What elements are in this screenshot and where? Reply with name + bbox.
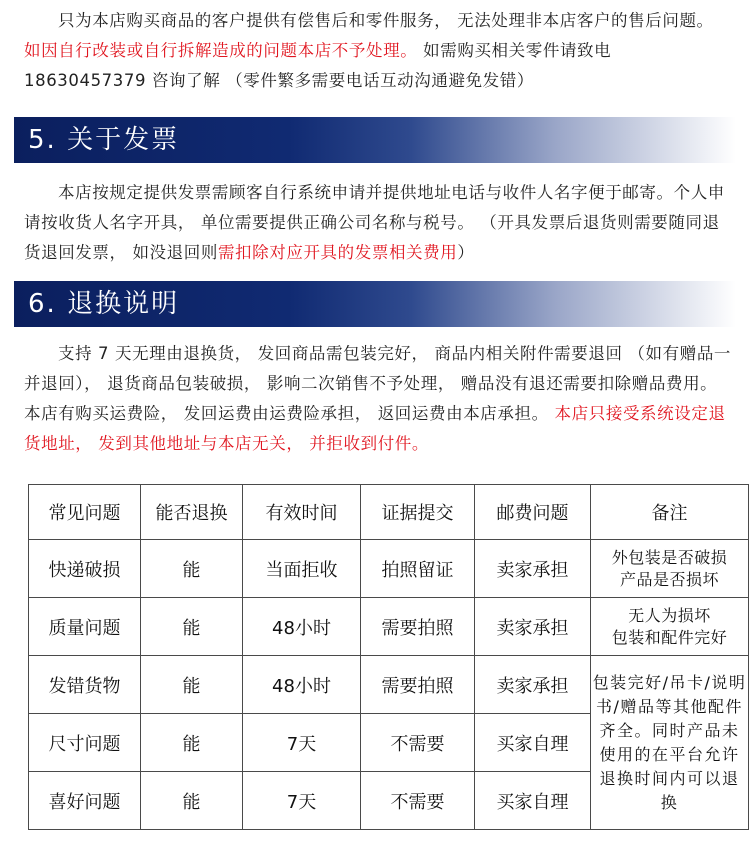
returnable-cell: 能	[141, 714, 243, 772]
return-text: 支持 7 天无理由退换货， 发回商品需包装完好， 商品内相关附件需要退回 （如有赠品一并退回）， 退货商品包装破损， 影响二次销售不予处理， 赠品没有退还需要扣除赠品费用。 本店有购买运费险， 发回运费由运费险承担， 返回运费由本店承担。	[24, 344, 732, 423]
problem-cell: 快递破损	[29, 540, 141, 598]
table-row	[29, 598, 749, 656]
note-line: 包装和配件完好	[611, 627, 728, 647]
returnable-cell: 能	[141, 540, 243, 598]
note-line: 产品是否损坏	[619, 569, 719, 589]
return-address-warning: 本店只接受系统设定退货地址， 发到其他地址与本店无关， 并拒收到付件。	[24, 404, 726, 453]
time-cell: 当面拒收	[243, 540, 361, 598]
problem-cell: 质量问题	[29, 598, 141, 656]
time-cell: 48小时	[243, 598, 361, 656]
after-sales-parts-text: 如需购买相关零件请致电	[417, 41, 612, 60]
return-paragraph	[24, 339, 732, 459]
return-section-title: 6. 退换说明	[28, 289, 180, 319]
table-row	[29, 540, 749, 598]
postage-cell: 买家自理	[475, 714, 591, 772]
invoice-section-banner	[14, 117, 736, 163]
return-faq-table	[28, 484, 749, 830]
note-cell	[591, 540, 749, 598]
evidence-cell: 需要拍照	[361, 598, 475, 656]
time-cell: 7天	[243, 772, 361, 830]
after-sales-paragraph	[24, 6, 732, 96]
phone-consult-text: 18630457379 咨询了解 （零件繁多需要电话互动沟通避免发错）	[24, 71, 534, 90]
column-header: 有效时间	[243, 485, 361, 540]
column-header: 证据提交	[361, 485, 475, 540]
postage-cell: 买家自理	[475, 772, 591, 830]
returnable-cell: 能	[141, 772, 243, 830]
column-header: 备注	[591, 485, 749, 540]
column-header: 能否退换	[141, 485, 243, 540]
table-header-row	[29, 485, 749, 540]
note-line: 外包装是否破损	[611, 547, 728, 567]
invoice-paragraph	[24, 178, 732, 268]
problem-cell: 喜好问题	[29, 772, 141, 830]
problem-cell: 尺寸问题	[29, 714, 141, 772]
returnable-cell: 能	[141, 598, 243, 656]
postage-cell: 卖家承担	[475, 656, 591, 714]
note-cell	[591, 598, 749, 656]
evidence-cell: 不需要	[361, 714, 475, 772]
invoice-text: 本店按规定提供发票需顾客自行系统申请并提供地址电话与收件人名字便于邮寄。个人申请按收货人名字开具， 单位需要提供正确公司名称与税号。 （开具发票后退货则需要随同退货退回发票， 如没退回则	[24, 183, 725, 262]
time-cell: 7天	[243, 714, 361, 772]
note-line: 无人为损坏	[628, 605, 711, 625]
evidence-cell: 拍照留证	[361, 540, 475, 598]
evidence-cell: 不需要	[361, 772, 475, 830]
returnable-cell: 能	[141, 656, 243, 714]
postage-cell: 卖家承担	[475, 598, 591, 656]
problem-cell: 发错货物	[29, 656, 141, 714]
after-sales-warning: 如因自行改装或自行拆解造成的问题本店不予处理。	[24, 41, 418, 60]
postage-cell: 卖家承担	[475, 540, 591, 598]
return-section-banner	[14, 281, 736, 327]
evidence-cell: 需要拍照	[361, 656, 475, 714]
invoice-fee-warning: 需扣除对应开具的发票相关费用	[217, 243, 458, 262]
merged-note-cell: 包装完好/吊卡/说明书/赠品等其他配件齐全。同时产品未使用的在平台允许退换时间内可以退换	[591, 656, 749, 830]
column-header: 常见问题	[29, 485, 141, 540]
column-header: 邮费问题	[475, 485, 591, 540]
after-sales-text: 只为本店购买商品的客户提供有偿售后和零件服务， 无法处理非本店客户的售后问题。	[58, 11, 714, 30]
invoice-section-title: 5. 关于发票	[28, 125, 180, 155]
invoice-text-end: ）	[457, 243, 475, 262]
table-row	[29, 656, 749, 714]
time-cell: 48小时	[243, 656, 361, 714]
